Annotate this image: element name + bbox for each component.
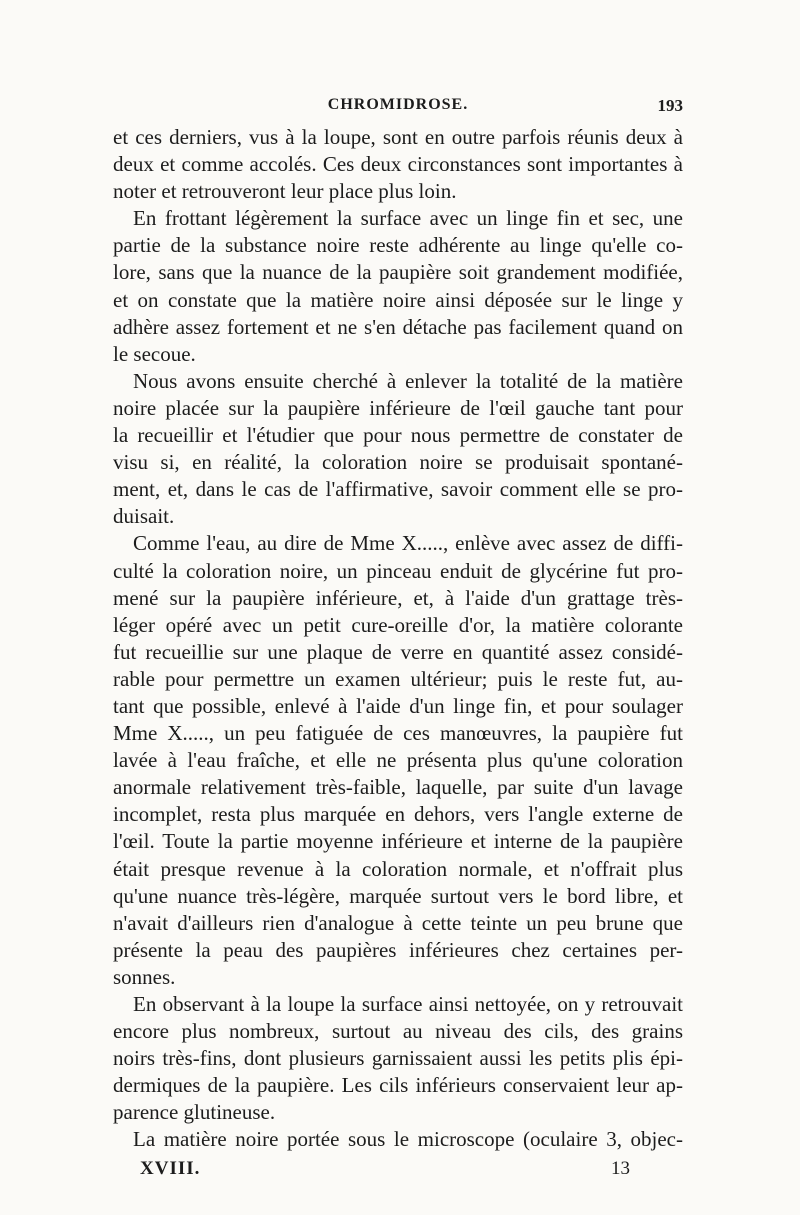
text-line: rable pour permettre un examen ultérieur; puis le reste fut, au- xyxy=(113,666,683,691)
text-line: présente la peau des paupières inférieures chez certaines per- xyxy=(113,937,683,962)
text-line: l'œil. Toute la partie moyenne inférieure et interne de la paupière xyxy=(113,829,683,854)
body-text xyxy=(113,124,683,1154)
signature-mark: XVIII. xyxy=(140,1158,201,1179)
running-title: CHROMIDROSE. xyxy=(327,96,469,113)
text-line: noire placée sur la paupière inférieure de l'œil gauche tant pour xyxy=(113,395,683,420)
text-line: dermiques de la paupière. Les cils inférieurs conservaient leur ap- xyxy=(113,1073,683,1098)
text-line: ment, et, dans le cas de l'affirmative, savoir comment elle se pro- xyxy=(113,477,683,502)
text-line: visu si, en réalité, la coloration noire se produisait spontané- xyxy=(113,450,683,475)
text-line: parence glutineuse. xyxy=(113,1100,276,1125)
text-line: et on constate que la matière noire ainsi déposée sur le linge y xyxy=(113,287,683,312)
text-line: qu'une nuance très-légère, marquée surtout vers le bord libre, et xyxy=(113,883,683,908)
folio-number: 13 xyxy=(611,1158,630,1179)
text-line: n'avait d'ailleurs rien d'analogue à cette teinte un peu brune que xyxy=(113,910,683,935)
text-line: En frottant légèrement la surface avec un linge fin et sec, une xyxy=(133,206,683,231)
text-line: noter et retrouveront leur place plus loin. xyxy=(113,179,457,204)
page-number: 193 xyxy=(657,96,683,115)
text-line: anormale relativement très-faible, laquelle, par suite d'un lavage xyxy=(113,775,683,800)
text-line: La matière noire portée sous le microscope (oculaire 3, objec- xyxy=(133,1127,683,1152)
text-line: la recueillir et l'étudier que pour nous permettre de constater de xyxy=(113,423,683,448)
text-line: fut recueillie sur une plaque de verre en quantité assez considé- xyxy=(113,639,683,664)
text-line: Comme l'eau, au dire de Mme X....., enlève avec assez de diffi- xyxy=(133,531,683,556)
running-head xyxy=(113,96,683,118)
text-line: était presque revenue à la coloration normale, et n'offrait plus xyxy=(113,856,683,881)
text-line: Mme X....., un peu fatiguée de ces manœuvres, la paupière fut xyxy=(113,721,683,746)
text-line: sonnes. xyxy=(113,964,176,989)
text-line: léger opéré avec un petit cure-oreille d'or, la matière colorante xyxy=(113,612,683,637)
text-line: partie de la substance noire reste adhérente au linge qu'elle co- xyxy=(113,233,683,258)
text-line: deux et comme accolés. Ces deux circonstances sont importantes à xyxy=(113,152,683,177)
text-line: tant que possible, enlevé à l'aide d'un linge fin, et pour soulager xyxy=(113,693,683,718)
text-line: En observant à la loupe la surface ainsi nettoyée, on y retrouvait xyxy=(133,992,683,1016)
text-line: duisait. xyxy=(113,504,175,529)
text-line: incomplet, resta plus marquée en dehors, vers l'angle externe de xyxy=(113,802,683,827)
text-line: culté la coloration noire, un pinceau enduit de glycérine fut pro- xyxy=(113,558,683,583)
text-line: adhère assez fortement et ne s'en détache pas facilement quand on xyxy=(113,314,683,339)
text-line: Nous avons ensuite cherché à enlever la totalité de la matière xyxy=(133,368,683,393)
text-line: mené sur la paupière inférieure, et, à l'aide d'un grattage très- xyxy=(113,585,683,610)
text-line: le secoue. xyxy=(113,341,196,366)
text-line: encore plus nombreux, surtout au niveau des cils, des grains xyxy=(113,1019,683,1044)
text-line: et ces derniers, vus à la loupe, sont en outre parfois réunis deux à xyxy=(113,125,683,149)
text-line: noirs très-fins, dont plusieurs garnissaient aussi les petits plis épi- xyxy=(113,1046,683,1071)
text-line: lore, sans que la nuance de la paupière soit grandement modifiée, xyxy=(113,260,683,285)
page-footer xyxy=(140,1158,630,1184)
text-line: lavée à l'eau fraîche, et elle ne présenta plus qu'une coloration xyxy=(113,748,683,773)
